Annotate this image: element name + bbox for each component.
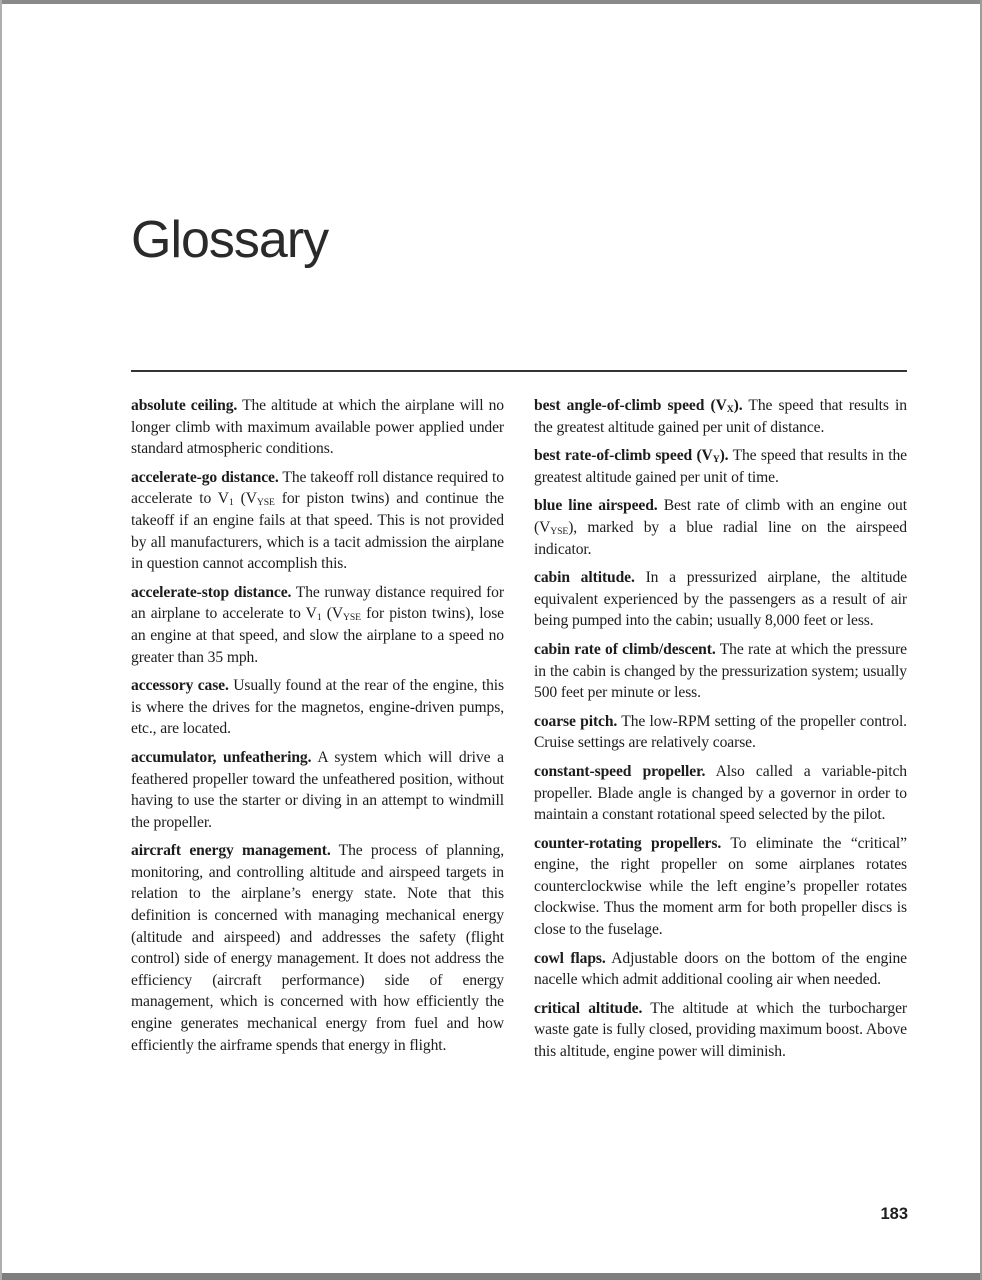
glossary-term: accelerate-stop distance. [131, 583, 292, 601]
glossary-term: cabin altitude. [534, 569, 635, 587]
glossary-columns [131, 395, 907, 1070]
glossary-term: best angle-of-climb speed $(V_X)$. [534, 397, 743, 415]
glossary-definition: Best rate of climb with an engine out $(V_{YSE})$, marked by a blue radial line on the airspeed indicator. [534, 497, 907, 558]
glossary-definition: Adjustable doors on the bottom of the engine nacelle which admit additional cooling air when needed. [534, 949, 907, 989]
glossary-entry [534, 395, 907, 438]
glossary-term: constant-speed propeller. [534, 762, 706, 780]
page-number: 183 [880, 1205, 908, 1223]
scan-edge-top [0, 0, 982, 4]
glossary-definition: A system which will drive a feathered propeller toward the unfeathered position, without having to use the starter or diving in an attempt to windmill the propeller. [131, 748, 504, 831]
glossary-column-right [534, 395, 907, 1070]
glossary-entry [534, 639, 907, 704]
glossary-definition: The process of planning, monitoring, and controlling altitude and airspeed targets in relation to the airplane’s energy state. Note that this definition is concerned with managing mechanical energy (altitude and airspeed) and addresses the safety (flight control) side of energy management. It does not address the efficiency (aircraft performance) side of energy management, which is concerned with how efficiently the engine generates mechanical energy from fuel and how efficiently the airframe spends that energy in flight. [131, 842, 504, 1054]
glossary-entry [131, 467, 504, 575]
glossary-entry [534, 711, 907, 754]
glossary-term: cowl flaps. [534, 949, 606, 967]
glossary-term: absolute ceiling. [131, 397, 238, 414]
glossary-definition: The low-RPM setting of the propeller control. Cruise settings are relatively coarse. [534, 712, 907, 752]
glossary-definition: The runway distance required for an airplane to accelerate to $V_1$ ($V_{YSE}$ for piston twins), lose an engine at that speed, and slow the airplane to a speed no greater than 35 mph. [131, 583, 504, 666]
glossary-entry [131, 395, 504, 460]
glossary-entry [131, 582, 504, 668]
glossary-definition: The speed that results in the greatest altitude gained per unit of distance. [534, 397, 907, 436]
glossary-term: aircraft energy management. [131, 842, 331, 860]
glossary-definition: Also called a variable-pitch propeller. Blade angle is changed by a governor in order to maintain a constant rotational speed selected by the pilot. [534, 762, 907, 824]
glossary-entry [131, 840, 504, 1056]
glossary-entry [131, 747, 504, 833]
glossary-term: critical altitude. [534, 999, 643, 1017]
glossary-definition: Usually found at the rear of the engine, this is where the drives for the magnetos, engine-driven pumps, etc., are located. [131, 677, 504, 738]
glossary-entry [534, 761, 907, 826]
glossary-entry [534, 998, 907, 1063]
glossary-entry [534, 495, 907, 560]
glossary-entry [534, 445, 907, 488]
scan-edge-bottom [0, 1273, 982, 1280]
glossary-term: counter-rotating propellers. [534, 834, 722, 852]
glossary-term: best rate-of-climb speed $(V_Y)$. [534, 447, 729, 466]
glossary-definition: To eliminate the “critical” engine, the right propeller on some airplanes rotates counterclockwise while the left engine’s propeller rotates clockwise. Thus the moment arm for both propeller discs is close to the fuselage. [534, 834, 907, 939]
glossary-definition: The rate at which the pressure in the cabin is changed by the pressurization system; usually 500 feet per minute or less. [534, 640, 907, 702]
glossary-term: accessory case. [131, 677, 229, 695]
glossary-term: blue line airspeed. [534, 497, 658, 515]
glossary-term: accelerate-go distance. [131, 468, 279, 486]
glossary-term: accumulator, unfeathering. [131, 748, 312, 766]
glossary-entry [534, 833, 907, 941]
page-title: Glossary [131, 211, 329, 269]
glossary-definition: In a pressurized airplane, the altitude equivalent experienced by the passengers as a result of air being pumped into the cabin; usually 8,000 feet or less. [534, 569, 907, 630]
glossary-term: cabin rate of climb/descent. [534, 640, 716, 658]
glossary-term: coarse pitch. [534, 712, 618, 730]
glossary-column-left [131, 395, 504, 1070]
glossary-definition: The speed that results in the greatest altitude gained per unit of time. [534, 447, 907, 486]
scan-edge-left [0, 0, 2, 1280]
glossary-definition: The takeoff roll distance required to accelerate to $V_1$ ($V_{YSE}$ for piston twins) and continue the takeoff if an engine fails at that speed. This is not provided by all manufacturers, which is a tacit admission the airplane in question cannot accomplish this. [131, 468, 504, 573]
glossary-definition: The altitude at which the turbocharger waste gate is fully closed, providing maximum boost. Above this altitude, engine power will diminish. [534, 999, 907, 1061]
glossary-definition: The altitude at which the airplane will no longer climb with maximum available power applied under standard atmospheric conditions. [131, 397, 504, 458]
glossary-entry [534, 567, 907, 632]
glossary-entry [131, 675, 504, 740]
title-divider [131, 370, 907, 372]
glossary-entry [534, 948, 907, 991]
